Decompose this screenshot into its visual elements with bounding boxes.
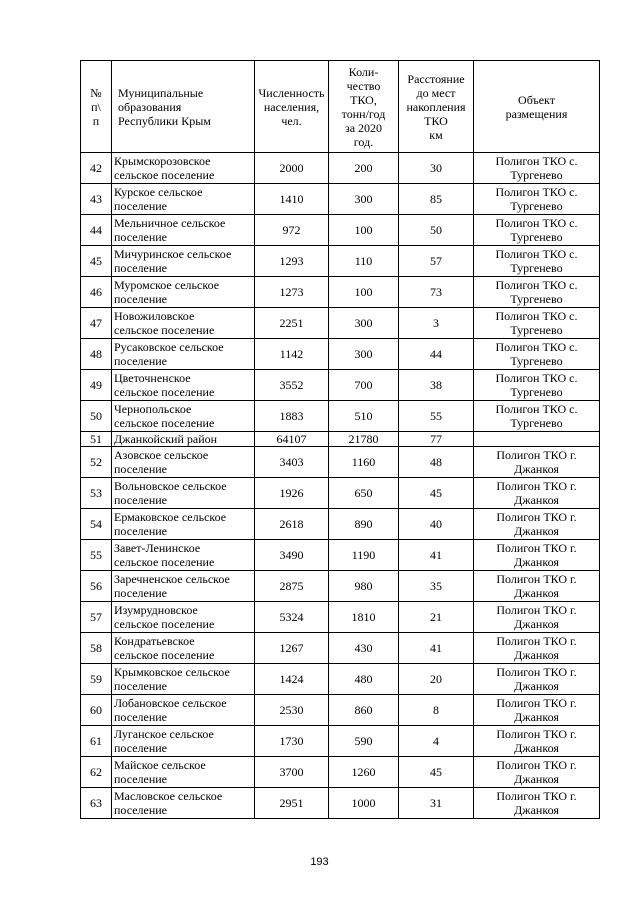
cell-distance: 20	[399, 664, 474, 695]
cell-distance: 57	[399, 246, 474, 277]
cell-disposal-site	[474, 432, 600, 447]
cell-disposal-site: Полигон ТКО г. Джанкоя	[474, 447, 600, 478]
cell-distance: 85	[399, 184, 474, 215]
cell-distance: 35	[399, 571, 474, 602]
cell-waste-amount: 980	[329, 571, 399, 602]
cell-municipality: Масловское сельское поселение	[112, 788, 255, 819]
header-distance: Расстояние до мест накопления ТКО км	[399, 61, 474, 153]
table-row	[81, 401, 600, 432]
cell-distance: 8	[399, 695, 474, 726]
cell-waste-amount: 480	[329, 664, 399, 695]
cell-number: 61	[81, 726, 112, 757]
cell-municipality: Мельничное сельское поселение	[112, 215, 255, 246]
cell-waste-amount: 1810	[329, 602, 399, 633]
cell-disposal-site: Полигон ТКО с. Тургенево	[474, 339, 600, 370]
cell-waste-amount: 1160	[329, 447, 399, 478]
cell-population: 1142	[255, 339, 329, 370]
cell-population: 1424	[255, 664, 329, 695]
cell-population: 3490	[255, 540, 329, 571]
cell-distance: 21	[399, 602, 474, 633]
cell-population: 972	[255, 215, 329, 246]
cell-waste-amount: 100	[329, 215, 399, 246]
cell-population: 1883	[255, 401, 329, 432]
cell-disposal-site: Полигон ТКО г. Джанкоя	[474, 633, 600, 664]
table-row	[81, 308, 600, 339]
cell-population: 1730	[255, 726, 329, 757]
cell-disposal-site: Полигон ТКО с. Тургенево	[474, 184, 600, 215]
cell-number: 50	[81, 401, 112, 432]
cell-number: 49	[81, 370, 112, 401]
cell-number: 60	[81, 695, 112, 726]
table-row	[81, 246, 600, 277]
cell-distance: 3	[399, 308, 474, 339]
cell-disposal-site: Полигон ТКО г. Джанкоя	[474, 602, 600, 633]
table-row	[81, 277, 600, 308]
header-population: Численность населения, чел.	[255, 61, 329, 153]
cell-distance: 40	[399, 509, 474, 540]
cell-disposal-site: Полигон ТКО с. Тургенево	[474, 370, 600, 401]
cell-waste-amount: 21780	[329, 432, 399, 447]
cell-municipality: Цветочненское сельское поселение	[112, 370, 255, 401]
cell-number: 51	[81, 432, 112, 447]
cell-distance: 50	[399, 215, 474, 246]
cell-distance: 77	[399, 432, 474, 447]
cell-distance: 44	[399, 339, 474, 370]
cell-population: 64107	[255, 432, 329, 447]
cell-distance: 31	[399, 788, 474, 819]
cell-number: 45	[81, 246, 112, 277]
cell-disposal-site: Полигон ТКО г. Джанкоя	[474, 478, 600, 509]
cell-municipality: Завет-Ленинское сельское поселение	[112, 540, 255, 571]
cell-population: 1273	[255, 277, 329, 308]
page-number: 193	[310, 856, 329, 868]
header-municipality: Муниципальные образования Республики Крым	[112, 61, 255, 153]
cell-disposal-site: Полигон ТКО г. Джанкоя	[474, 540, 600, 571]
cell-disposal-site: Полигон ТКО с. Тургенево	[474, 308, 600, 339]
cell-distance: 41	[399, 633, 474, 664]
cell-population: 5324	[255, 602, 329, 633]
cell-number: 63	[81, 788, 112, 819]
cell-number: 56	[81, 571, 112, 602]
table-body	[81, 153, 600, 819]
cell-waste-amount: 1000	[329, 788, 399, 819]
table-row	[81, 664, 600, 695]
cell-number: 53	[81, 478, 112, 509]
cell-waste-amount: 1260	[329, 757, 399, 788]
table-row	[81, 571, 600, 602]
cell-population: 2951	[255, 788, 329, 819]
cell-number: 57	[81, 602, 112, 633]
cell-waste-amount: 510	[329, 401, 399, 432]
cell-number: 62	[81, 757, 112, 788]
table-row	[81, 633, 600, 664]
cell-disposal-site: Полигон ТКО г. Джанкоя	[474, 757, 600, 788]
cell-waste-amount: 590	[329, 726, 399, 757]
table-row	[81, 695, 600, 726]
cell-population: 3700	[255, 757, 329, 788]
cell-number: 54	[81, 509, 112, 540]
cell-municipality: Кондратьевское сельское поселение	[112, 633, 255, 664]
cell-population: 1926	[255, 478, 329, 509]
cell-distance: 73	[399, 277, 474, 308]
cell-disposal-site: Полигон ТКО г. Джанкоя	[474, 726, 600, 757]
cell-waste-amount: 110	[329, 246, 399, 277]
cell-number: 44	[81, 215, 112, 246]
table-row	[81, 432, 600, 447]
cell-waste-amount: 650	[329, 478, 399, 509]
cell-population: 1410	[255, 184, 329, 215]
table-row	[81, 757, 600, 788]
cell-waste-amount: 860	[329, 695, 399, 726]
cell-number: 42	[81, 153, 112, 184]
cell-distance: 48	[399, 447, 474, 478]
cell-disposal-site: Полигон ТКО г. Джанкоя	[474, 788, 600, 819]
cell-number: 58	[81, 633, 112, 664]
cell-disposal-site: Полигон ТКО г. Джанкоя	[474, 664, 600, 695]
cell-municipality: Муромское сельское поселение	[112, 277, 255, 308]
cell-disposal-site: Полигон ТКО г. Джанкоя	[474, 509, 600, 540]
cell-waste-amount: 300	[329, 184, 399, 215]
table-row	[81, 215, 600, 246]
cell-population: 2530	[255, 695, 329, 726]
cell-municipality: Чернопольское сельское поселение	[112, 401, 255, 432]
cell-population: 2251	[255, 308, 329, 339]
cell-population: 2618	[255, 509, 329, 540]
header-waste-amount: Коли- чество ТКО, тонн/год за 2020 год.	[329, 61, 399, 153]
cell-distance: 41	[399, 540, 474, 571]
table-header	[81, 61, 600, 153]
cell-municipality: Джанкойский район	[112, 432, 255, 447]
table-row	[81, 184, 600, 215]
cell-disposal-site: Полигон ТКО г. Джанкоя	[474, 695, 600, 726]
cell-number: 59	[81, 664, 112, 695]
cell-waste-amount: 1190	[329, 540, 399, 571]
table-row	[81, 540, 600, 571]
cell-population: 3552	[255, 370, 329, 401]
table-row	[81, 447, 600, 478]
cell-waste-amount: 200	[329, 153, 399, 184]
data-table	[80, 60, 600, 819]
table-row	[81, 153, 600, 184]
header-row	[81, 61, 600, 153]
cell-municipality: Курское сельское поселение	[112, 184, 255, 215]
cell-distance: 45	[399, 478, 474, 509]
cell-waste-amount: 700	[329, 370, 399, 401]
cell-number: 55	[81, 540, 112, 571]
cell-population: 2000	[255, 153, 329, 184]
cell-municipality: Майское сельское поселение	[112, 757, 255, 788]
table-row	[81, 509, 600, 540]
cell-municipality: Русаковское сельское поселение	[112, 339, 255, 370]
cell-number: 48	[81, 339, 112, 370]
cell-disposal-site: Полигон ТКО с. Тургенево	[474, 401, 600, 432]
cell-municipality: Крымковское сельское поселение	[112, 664, 255, 695]
cell-number: 52	[81, 447, 112, 478]
cell-distance: 4	[399, 726, 474, 757]
cell-municipality: Заречненское сельское поселение	[112, 571, 255, 602]
cell-waste-amount: 890	[329, 509, 399, 540]
cell-municipality: Вольновское сельское поселение	[112, 478, 255, 509]
header-disposal-site: Объект размещения	[474, 61, 600, 153]
cell-distance: 55	[399, 401, 474, 432]
cell-municipality: Крымскорозовское сельское поселение	[112, 153, 255, 184]
header-number: № п\ п	[81, 61, 112, 153]
table-row	[81, 602, 600, 633]
cell-disposal-site: Полигон ТКО с. Тургенево	[474, 153, 600, 184]
table-row	[81, 339, 600, 370]
cell-population: 1267	[255, 633, 329, 664]
cell-disposal-site: Полигон ТКО г. Джанкоя	[474, 571, 600, 602]
cell-disposal-site: Полигон ТКО с. Тургенево	[474, 246, 600, 277]
cell-distance: 30	[399, 153, 474, 184]
table-row	[81, 788, 600, 819]
cell-municipality: Азовское сельское поселение	[112, 447, 255, 478]
table-row	[81, 478, 600, 509]
cell-disposal-site: Полигон ТКО с. Тургенево	[474, 277, 600, 308]
cell-disposal-site: Полигон ТКО с. Тургенево	[474, 215, 600, 246]
cell-municipality: Мичуринское сельское поселение	[112, 246, 255, 277]
cell-number: 43	[81, 184, 112, 215]
cell-number: 46	[81, 277, 112, 308]
cell-population: 2875	[255, 571, 329, 602]
cell-number: 47	[81, 308, 112, 339]
cell-waste-amount: 300	[329, 308, 399, 339]
cell-municipality: Новожиловское сельское поселение	[112, 308, 255, 339]
cell-distance: 45	[399, 757, 474, 788]
cell-municipality: Изумрудновское сельское поселение	[112, 602, 255, 633]
cell-population: 3403	[255, 447, 329, 478]
cell-municipality: Лобановское сельское поселение	[112, 695, 255, 726]
cell-distance: 38	[399, 370, 474, 401]
cell-municipality: Ермаковское сельское поселение	[112, 509, 255, 540]
cell-waste-amount: 430	[329, 633, 399, 664]
cell-municipality: Луганское сельское поселение	[112, 726, 255, 757]
cell-population: 1293	[255, 246, 329, 277]
cell-waste-amount: 100	[329, 277, 399, 308]
cell-waste-amount: 300	[329, 339, 399, 370]
table-row	[81, 370, 600, 401]
table-row	[81, 726, 600, 757]
